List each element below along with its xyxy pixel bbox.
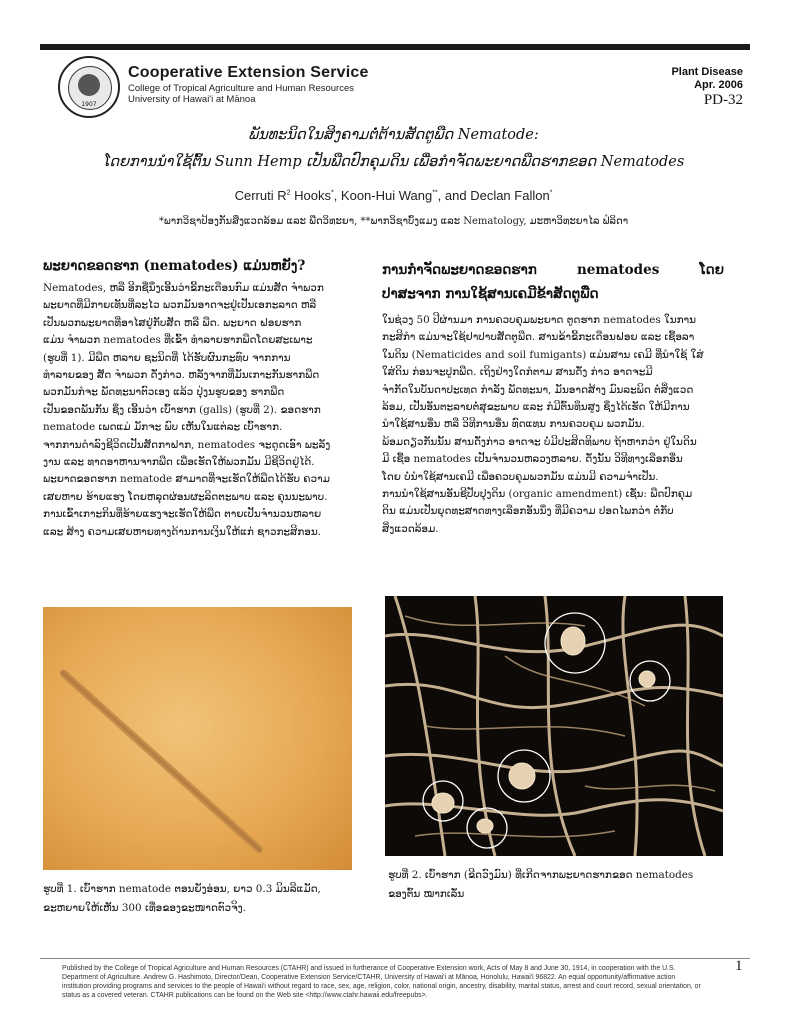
left-line: nematode ເພດແມ່ ມັກຈະ ພົບ ເຫັນໃນແຕ່ລະ ເບົ້າຮາກ.: [43, 421, 283, 434]
footer-rule: [40, 958, 750, 959]
author-1-surname: Hooks: [290, 188, 331, 203]
college-name: College of Tropical Agriculture and Human Resources: [128, 83, 355, 94]
seal-emblem: [78, 74, 100, 96]
right-section-heading-line-1: ການກໍາຈັດພະຍາດຂອດຮາກ nematodes ໂດຍ: [382, 262, 724, 278]
left-line: Nematodes, ຫລື ອີກຊື່ນຶ່ງເອີ້ນວ່າຂີ້ກະເດືອນກົມ ແມ່ນສັດ ຈໍາພວກ: [43, 282, 324, 294]
affiliations: *ພາກວິຊາປ້ອງກັນສິ່ງແວດລ້ອມ ແລະ ພືດວິທະຍາ, **ພາກວິຊາບົ້ງແມງ ແລະ Nematology, ມະຫາວິທະຍາໄລ ຟໍລິດາ: [158, 216, 629, 227]
left-line: ພະຍາດຂອດຮາກ nematode ສາມາດທີ່ຈະເຮັດໃຫ້ພືດໄດ້ຮັບ ຄວາມ: [43, 473, 330, 486]
right-line: ນໍາໃຊ້ສານອື່ນ ຫລື ວິທີການອື່ນ ທົດແທນ ການຄວບຄຸມ ພວກມັນ.: [382, 418, 645, 431]
footer-text: Published by the College of Tropical Agriculture and Human Resources (CTAHR) and issued in furtherance of Cooperative Extension work, Acts of May 8 and June 30, 1914, in cooperation with the U.S. Department of Agriculture. Andrew G. Hashimoto, Director/Dean, Cooperative Extension Service/CTAHR, University of Hawai'i at Mānoa, Honolulu, Hawai'i 96822. An equal opportunity/affirmative action institution providing programs and services to the people of Hawai'i without regard to race, sex, age, religion, color, national origin, ancestry, disability, marital status, arrest and court record, sexual orientation, or status as a covered veteran. CTAHR publications can be found on the Web site <http://www.ctahr.hawaii.edu/freepubs>.: [62, 965, 701, 999]
header-rule: [40, 44, 750, 50]
right-line: ກະສິກໍາ ແມ່ນຈະໃຊ້ຢາປາບສັດຕູພືດ. ສານຂ້າຂີ້ກະເດືອນຝອຍ ແລະ ເຊື້ອລາ: [382, 331, 695, 344]
right-line: ໃນດິນ (Nematicides and soil fumigants) ແມ່ນສານ ເຄມີ ທີ່ນໍາໃຊ້ ໃສ່: [382, 348, 704, 361]
left-section-heading: ພະຍາດຂອດຮາກ (nematodes) ແມ່ນຫຍັງ?: [43, 258, 306, 274]
publication-date: Apr. 2006: [694, 79, 743, 91]
author-2-mark: **: [432, 189, 438, 197]
root-illustration: [385, 596, 723, 856]
author-2: , Koon-Hui Wang: [333, 188, 433, 203]
series-label: Plant Disease: [671, 66, 743, 78]
title-line-1: ພັນທະນິດໃນສິງຄາມຕໍ່ຕ້ານສັດຕູພືດ Nematode:: [248, 127, 539, 143]
right-line: ການນໍາໃຊ້ສານອັນຊີປັບປຸງດິນ (organic amendment) ເຊັ່ນ: ພືດປົກຄຸມ: [382, 488, 693, 501]
left-line: ທໍາລາຍຂອງ ສັດ ຈໍາພວກ ດັ່ງກ່າວ. ຫລັງຈາກທີ່ມັນເກາະກັນຮາກພືດ: [43, 369, 320, 382]
right-line: ມີ ເຊື້ອ nematodes ເປັນຈໍານວນຫລວງຫລາຍ. ດັ່ງນັ້ນ ວິທີທາງເລືອກອື່ນ: [382, 453, 683, 466]
author-1: Cerruti R: [234, 188, 287, 203]
right-line: ສິ່ງແວດລ້ອມ.: [382, 522, 439, 535]
title-line-2: ໂດຍການນໍາໃຊ້ຕົ້ນ Sunn Hemp ເປັນພືດປົກຄຸມດິນ ເພື່ອກໍາຈັດພະຍາດພືດຮາກຂອດ Nematodes: [102, 154, 685, 170]
figure-1-nematode-photo: [43, 607, 352, 870]
author-3: , and Declan Fallon: [437, 188, 550, 203]
left-line: ແລະ ສ້າງ ຄວາມເສຍຫາຍທາງດ້ານການເງິນໃຫ້ແກ່ ຊາວກະສິກອນ.: [43, 525, 321, 538]
right-line: ພ້ອມດຽວກັນນັ້ນ ສານດັ່ງກ່າວ ອາດຈະ ບໍ່ມີປະສິດທິພາບ ຖ້າຫາກວ່າ ຢູ່ໃນດິນ: [382, 435, 697, 448]
right-paragraph: [382, 312, 726, 538]
left-line: ແມ່ນ ຈໍາພວກ nematodes ທີ່ເຂົ້າ ທໍາລາຍຮາກພືດໂດຍສະເພາະ: [43, 334, 313, 347]
nematode-shape: [58, 668, 264, 855]
university-seal-logo: [58, 56, 120, 118]
figure-2-caption-line-1: ຮູບທີ່ 2. ເບົ້າຮາກ (ຂີດວົງມົນ) ທີ່ເກີດຈາກພະຍາດຮາກຂອດ nematodes: [388, 869, 694, 881]
right-line: ໃນຊ່ວງ 50 ປີຜ່ານມາ ການຄວບຄຸມພະຍາດ ຕູດຮາກ nematodes ໃນການ: [382, 314, 696, 326]
author-3-mark: *: [549, 189, 553, 197]
left-line: ພວກມັນກໍຈະ ພັດທະນາຕົວເອງ ແລ້ວ ປຸ່ງນຮູບຂອງ ຮາກພືດ: [43, 386, 285, 399]
author-list: [0, 188, 787, 203]
left-line: ພະຍາດທີ່ມີກາຍເທັນທີ່ລະໄວ ພວກມັນອາດຈະຢູ່ເປັນເອກະລາດ ຫລື: [43, 299, 317, 312]
figure-2-caption-line-2: ຂອງຕົ້ນ ໝາກເລັ່ນ: [388, 888, 465, 900]
page-number: 1: [735, 958, 743, 974]
figure-1-caption-line-2: ຂະຫຍາຍໃຫ້ເຫັນ 300 ເທື່ອຂອງຂະໜາດຕົວຈິງ.: [43, 902, 246, 914]
publication-code: PD-32: [703, 92, 743, 108]
author-1-mark: *: [330, 189, 334, 197]
right-line: ໃສ່ດິນ ກ່ອນຈະປູກພືດ. ເຖິງຢ່າງໃດກໍຕາມ ສານດັ່ງ ກ່າວ ອາດຈະມີ: [382, 366, 653, 379]
left-line: ເສຍຫາຍ ຮ້າຍແຮງ ໂດຍຫລຸດຜ່ອນຜະລິດຕະພາບ ແລະ ຄຸນນະພາບ.: [43, 490, 328, 503]
left-paragraph: [43, 280, 355, 541]
figure-2-root-gall-photo: [385, 596, 723, 856]
left-line: (ຮູບທີ່ 1). ມີພືດ ຫລາຍ ຊະນິດທີ່ ໄດ້ຮັບຜົນກະທົບ ຈາກການ: [43, 351, 291, 364]
left-line: ເປັນພວກພະຍາດທີ່ອາໄສຢູ່ກັບສັດ ຫລື ພືດ. ພະຍາດ ຝອຍຮາກ: [43, 316, 302, 329]
university-name: University of Hawai'i at Mānoa: [128, 94, 256, 105]
left-line: ຈາກການດໍາລົງຊີວິດເປັນສັດກາຝາກ, nematodes ຈະດູດເອົາ ພະລັງ: [43, 438, 331, 451]
left-line: ການເຂົ້າເກາະກິນທີ່ຮ້າຍແຮງຈະເຮັດໃຫ້ພືດ ຕາຍເປັນຈໍານວນຫລາຍ: [43, 508, 322, 521]
figure-1-caption-line-1: ຮູບທີ່ 1. ເບົ້າຮາກ nematode ຕອນຍັງອ່ອນ, ຍາວ 0.3 ມິນລີແມັດ,: [43, 883, 321, 895]
right-section-heading-line-2: ປາສະຈາກ ການໃຊ້ສານເຄມີຂ້າສັດຕູພືດ: [382, 286, 599, 302]
author-1-sup: 2: [286, 189, 291, 197]
right-line: ໂດຍ ບໍ່ນໍາໃຊ້ສານເຄມີ ເພື່ອຄວບຄຸມພວກມັນ ແມ່ນມີ ຄວາມຈໍາເປັນ.: [382, 470, 659, 483]
left-line: ເປັນຂອດພັນກັນ ຊຶ່ງ ເອີ້ນວ່າ ເບົ້າຮາກ (galls) (ຮູບທີ່ 2). ຂອດຮາກ: [43, 403, 321, 416]
seal-year: 1907: [81, 101, 97, 108]
right-line: ລ້ອມ, ເປັນອັນຕະລາຍຕໍ່ສຸຂະພາບ ແລະ ກໍມີຕົ້ນທຶນສູງ ຊຶ່ງໄດ້ເຮັດ ໃຫ້ມີການ: [382, 401, 690, 414]
service-title: Cooperative Extension Service: [128, 64, 369, 81]
left-line: ງານ ແລະ ທາດອາຫານຈາກພືດ ເພື່ອເຮັດໃຫ້ພວກມັນ ມີຊີວິດຢູ່ໄດ້.: [43, 456, 315, 469]
right-line: ຈໍາກັດໃນບັນດາປະເທດ ກໍາລັງ ພັດທະນາ, ມັນອາດສ້າງ ມົນລະພິດ ຕໍ່ສິ່ງແວດ: [382, 383, 694, 396]
right-line: ດິນ ແມ່ນເປັນຍຸດທະສາດທາງເລືອກອັນນຶ່ງ ທີ່ມີຄວາມ ປອດໄພກວ່າ ຕໍ່ກັບ: [382, 505, 674, 518]
